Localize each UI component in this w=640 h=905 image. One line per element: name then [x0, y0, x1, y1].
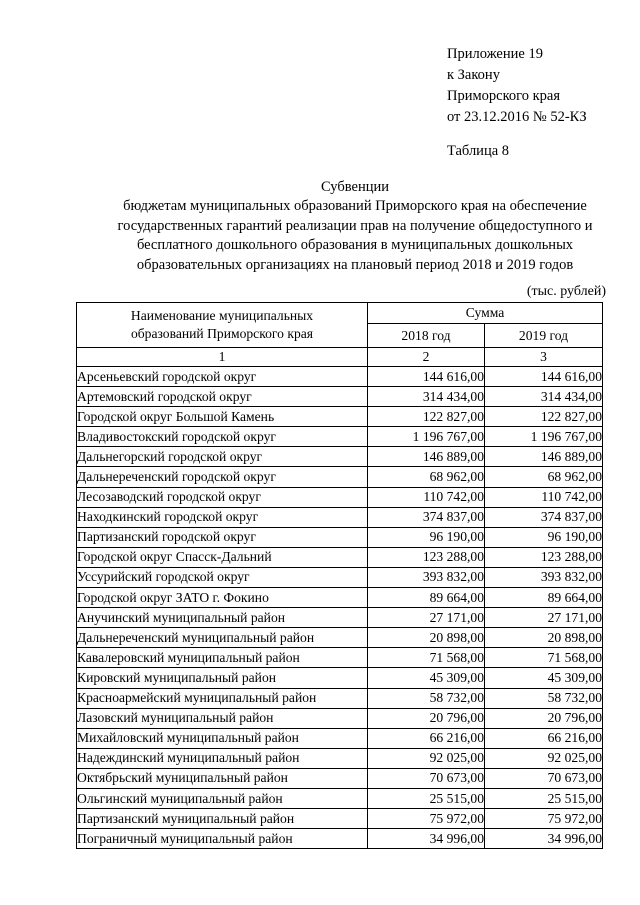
title-line: государственных гарантий реализации прав на получение общедоступного и: [117, 217, 593, 234]
amount-2019-cell: 314 434,00: [485, 387, 603, 407]
municipality-name-cell: Лазовский муниципальный район: [77, 708, 368, 728]
amount-2019-cell: 66 216,00: [485, 728, 603, 748]
amount-2019-cell: 75 972,00: [485, 809, 603, 829]
table-row: [77, 708, 603, 728]
amount-2018-cell: 45 309,00: [368, 668, 485, 688]
table-row: [77, 748, 603, 768]
amount-2019-cell: 25 515,00: [485, 788, 603, 808]
table-row: [77, 527, 603, 547]
title-line: бесплатного дошкольного образования в муниципальных дошкольных: [136, 237, 574, 254]
municipality-name-cell: Кавалеровский муниципальный район: [77, 648, 368, 668]
table-row: [77, 547, 603, 567]
amount-2019-cell: 89 664,00: [485, 588, 603, 608]
municipality-name-cell: Партизанский муниципальный район: [77, 809, 368, 829]
amount-2018-cell: 122 827,00: [368, 407, 485, 427]
document-title: [70, 178, 640, 275]
header-year-2018: 2018 год: [368, 324, 485, 348]
amount-2019-cell: 374 837,00: [485, 507, 603, 527]
column-number: 3: [485, 348, 603, 367]
amount-2019-cell: 71 568,00: [485, 648, 603, 668]
column-number-row: [77, 348, 603, 367]
amount-2019-cell: 70 673,00: [485, 768, 603, 788]
amount-2019-cell: 110 742,00: [485, 487, 603, 507]
amount-2018-cell: 71 568,00: [368, 648, 485, 668]
amount-2018-cell: 68 962,00: [368, 467, 485, 487]
table-row: [77, 387, 603, 407]
amount-2018-cell: 25 515,00: [368, 788, 485, 808]
amount-2018-cell: 374 837,00: [368, 507, 485, 527]
amount-2019-cell: 20 898,00: [485, 628, 603, 648]
amount-2018-cell: 66 216,00: [368, 728, 485, 748]
municipality-name-cell: Лесозаводский городской округ: [77, 487, 368, 507]
municipality-name-cell: Находкинский городской округ: [77, 507, 368, 527]
amount-2019-cell: 68 962,00: [485, 467, 603, 487]
municipality-name-cell: Пограничный муниципальный район: [77, 829, 368, 849]
municipality-name-cell: Партизанский городской округ: [77, 527, 368, 547]
appendix-line: к Закону: [447, 67, 500, 83]
table-row: [77, 648, 603, 668]
table-label: Таблица 8: [447, 143, 510, 159]
amount-2018-cell: 314 434,00: [368, 387, 485, 407]
amount-2019-cell: 34 996,00: [485, 829, 603, 849]
municipality-name-cell: Михайловский муниципальный район: [77, 728, 368, 748]
municipality-name-cell: Анучинский муниципальный район: [77, 608, 368, 628]
municipality-name-cell: Городской округ Большой Камень: [77, 407, 368, 427]
subsidy-table: [76, 302, 603, 849]
table-row: [77, 809, 603, 829]
amount-2018-cell: 123 288,00: [368, 547, 485, 567]
table-row: [77, 507, 603, 527]
table-row: [77, 487, 603, 507]
title-line: Субвенции: [321, 179, 389, 195]
amount-2018-cell: 92 025,00: [368, 748, 485, 768]
municipality-name-cell: Артемовский городской округ: [77, 387, 368, 407]
column-number: 1: [77, 348, 368, 367]
amount-2019-cell: 58 732,00: [485, 688, 603, 708]
municipality-name-cell: Ольгинский муниципальный район: [77, 788, 368, 808]
table-row: [77, 768, 603, 788]
municipality-name-cell: Городской округ Спасск-Дальний: [77, 547, 368, 567]
amount-2019-cell: 146 889,00: [485, 447, 603, 467]
header-name-line: образований Приморского края: [130, 326, 314, 341]
table-row: [77, 688, 603, 708]
amount-2019-cell: 92 025,00: [485, 748, 603, 768]
table-row: [77, 628, 603, 648]
table-row: [77, 427, 603, 447]
header-year-2019: 2019 год: [485, 324, 603, 348]
units-label: (тыс. рублей): [526, 284, 606, 299]
table-row: [77, 567, 603, 587]
table-row: [77, 668, 603, 688]
header-sum: Сумма: [368, 303, 603, 324]
amount-2018-cell: 34 996,00: [368, 829, 485, 849]
amount-2019-cell: 144 616,00: [485, 367, 603, 387]
amount-2018-cell: 27 171,00: [368, 608, 485, 628]
amount-2018-cell: 393 832,00: [368, 567, 485, 587]
amount-2018-cell: 89 664,00: [368, 588, 485, 608]
appendix-reference: [447, 44, 587, 128]
table-row: [77, 467, 603, 487]
header-municipality-name: [77, 303, 368, 348]
appendix-line: от 23.12.2016 № 52-КЗ: [447, 109, 587, 125]
municipality-name-cell: Дальнегорский городской округ: [77, 447, 368, 467]
amount-2018-cell: 75 972,00: [368, 809, 485, 829]
table-row: [77, 829, 603, 849]
amount-2018-cell: 144 616,00: [368, 367, 485, 387]
municipality-name-cell: Октябрьский муниципальный район: [77, 768, 368, 788]
amount-2018-cell: 70 673,00: [368, 768, 485, 788]
municipality-name-cell: Арсеньевский городской округ: [77, 367, 368, 387]
amount-2019-cell: 96 190,00: [485, 527, 603, 547]
amount-2018-cell: 96 190,00: [368, 527, 485, 547]
amount-2019-cell: 27 171,00: [485, 608, 603, 628]
municipality-name-cell: Дальнереченский городской округ: [77, 467, 368, 487]
table-row: [77, 608, 603, 628]
column-number: 2: [368, 348, 485, 367]
municipality-name-cell: Кировский муниципальный район: [77, 668, 368, 688]
table-row: [77, 447, 603, 467]
amount-2018-cell: 1 196 767,00: [368, 427, 485, 447]
table-row: [77, 588, 603, 608]
table-row: [77, 728, 603, 748]
appendix-line: Приморского края: [447, 88, 561, 104]
appendix-line: Приложение 19: [447, 46, 543, 62]
amount-2019-cell: 20 796,00: [485, 708, 603, 728]
title-line: образовательных организациях на плановый период 2018 и 2019 годов: [136, 256, 574, 273]
municipality-name-cell: Городской округ ЗАТО г. Фокино: [77, 588, 368, 608]
amount-2019-cell: 45 309,00: [485, 668, 603, 688]
amount-2018-cell: 110 742,00: [368, 487, 485, 507]
amount-2018-cell: 146 889,00: [368, 447, 485, 467]
amount-2018-cell: 20 898,00: [368, 628, 485, 648]
amount-2018-cell: 58 732,00: [368, 688, 485, 708]
municipality-name-cell: Владивостокский городской округ: [77, 427, 368, 447]
municipality-name-cell: Уссурийский городской округ: [77, 567, 368, 587]
amount-2019-cell: 123 288,00: [485, 547, 603, 567]
amount-2019-cell: 122 827,00: [485, 407, 603, 427]
table-row: [77, 367, 603, 387]
amount-2019-cell: 393 832,00: [485, 567, 603, 587]
title-line: бюджетам муниципальных образований Приморского края на обеспечение: [123, 198, 587, 215]
amount-2018-cell: 20 796,00: [368, 708, 485, 728]
municipality-name-cell: Надеждинский муниципальный район: [77, 748, 368, 768]
table-row: [77, 407, 603, 427]
municipality-name-cell: Дальнереченский муниципальный район: [77, 628, 368, 648]
table-row: [77, 788, 603, 808]
header-name-line: Наименование муниципальных: [130, 308, 314, 323]
amount-2019-cell: 1 196 767,00: [485, 427, 603, 447]
municipality-name-cell: Красноармейский муниципальный район: [77, 688, 368, 708]
